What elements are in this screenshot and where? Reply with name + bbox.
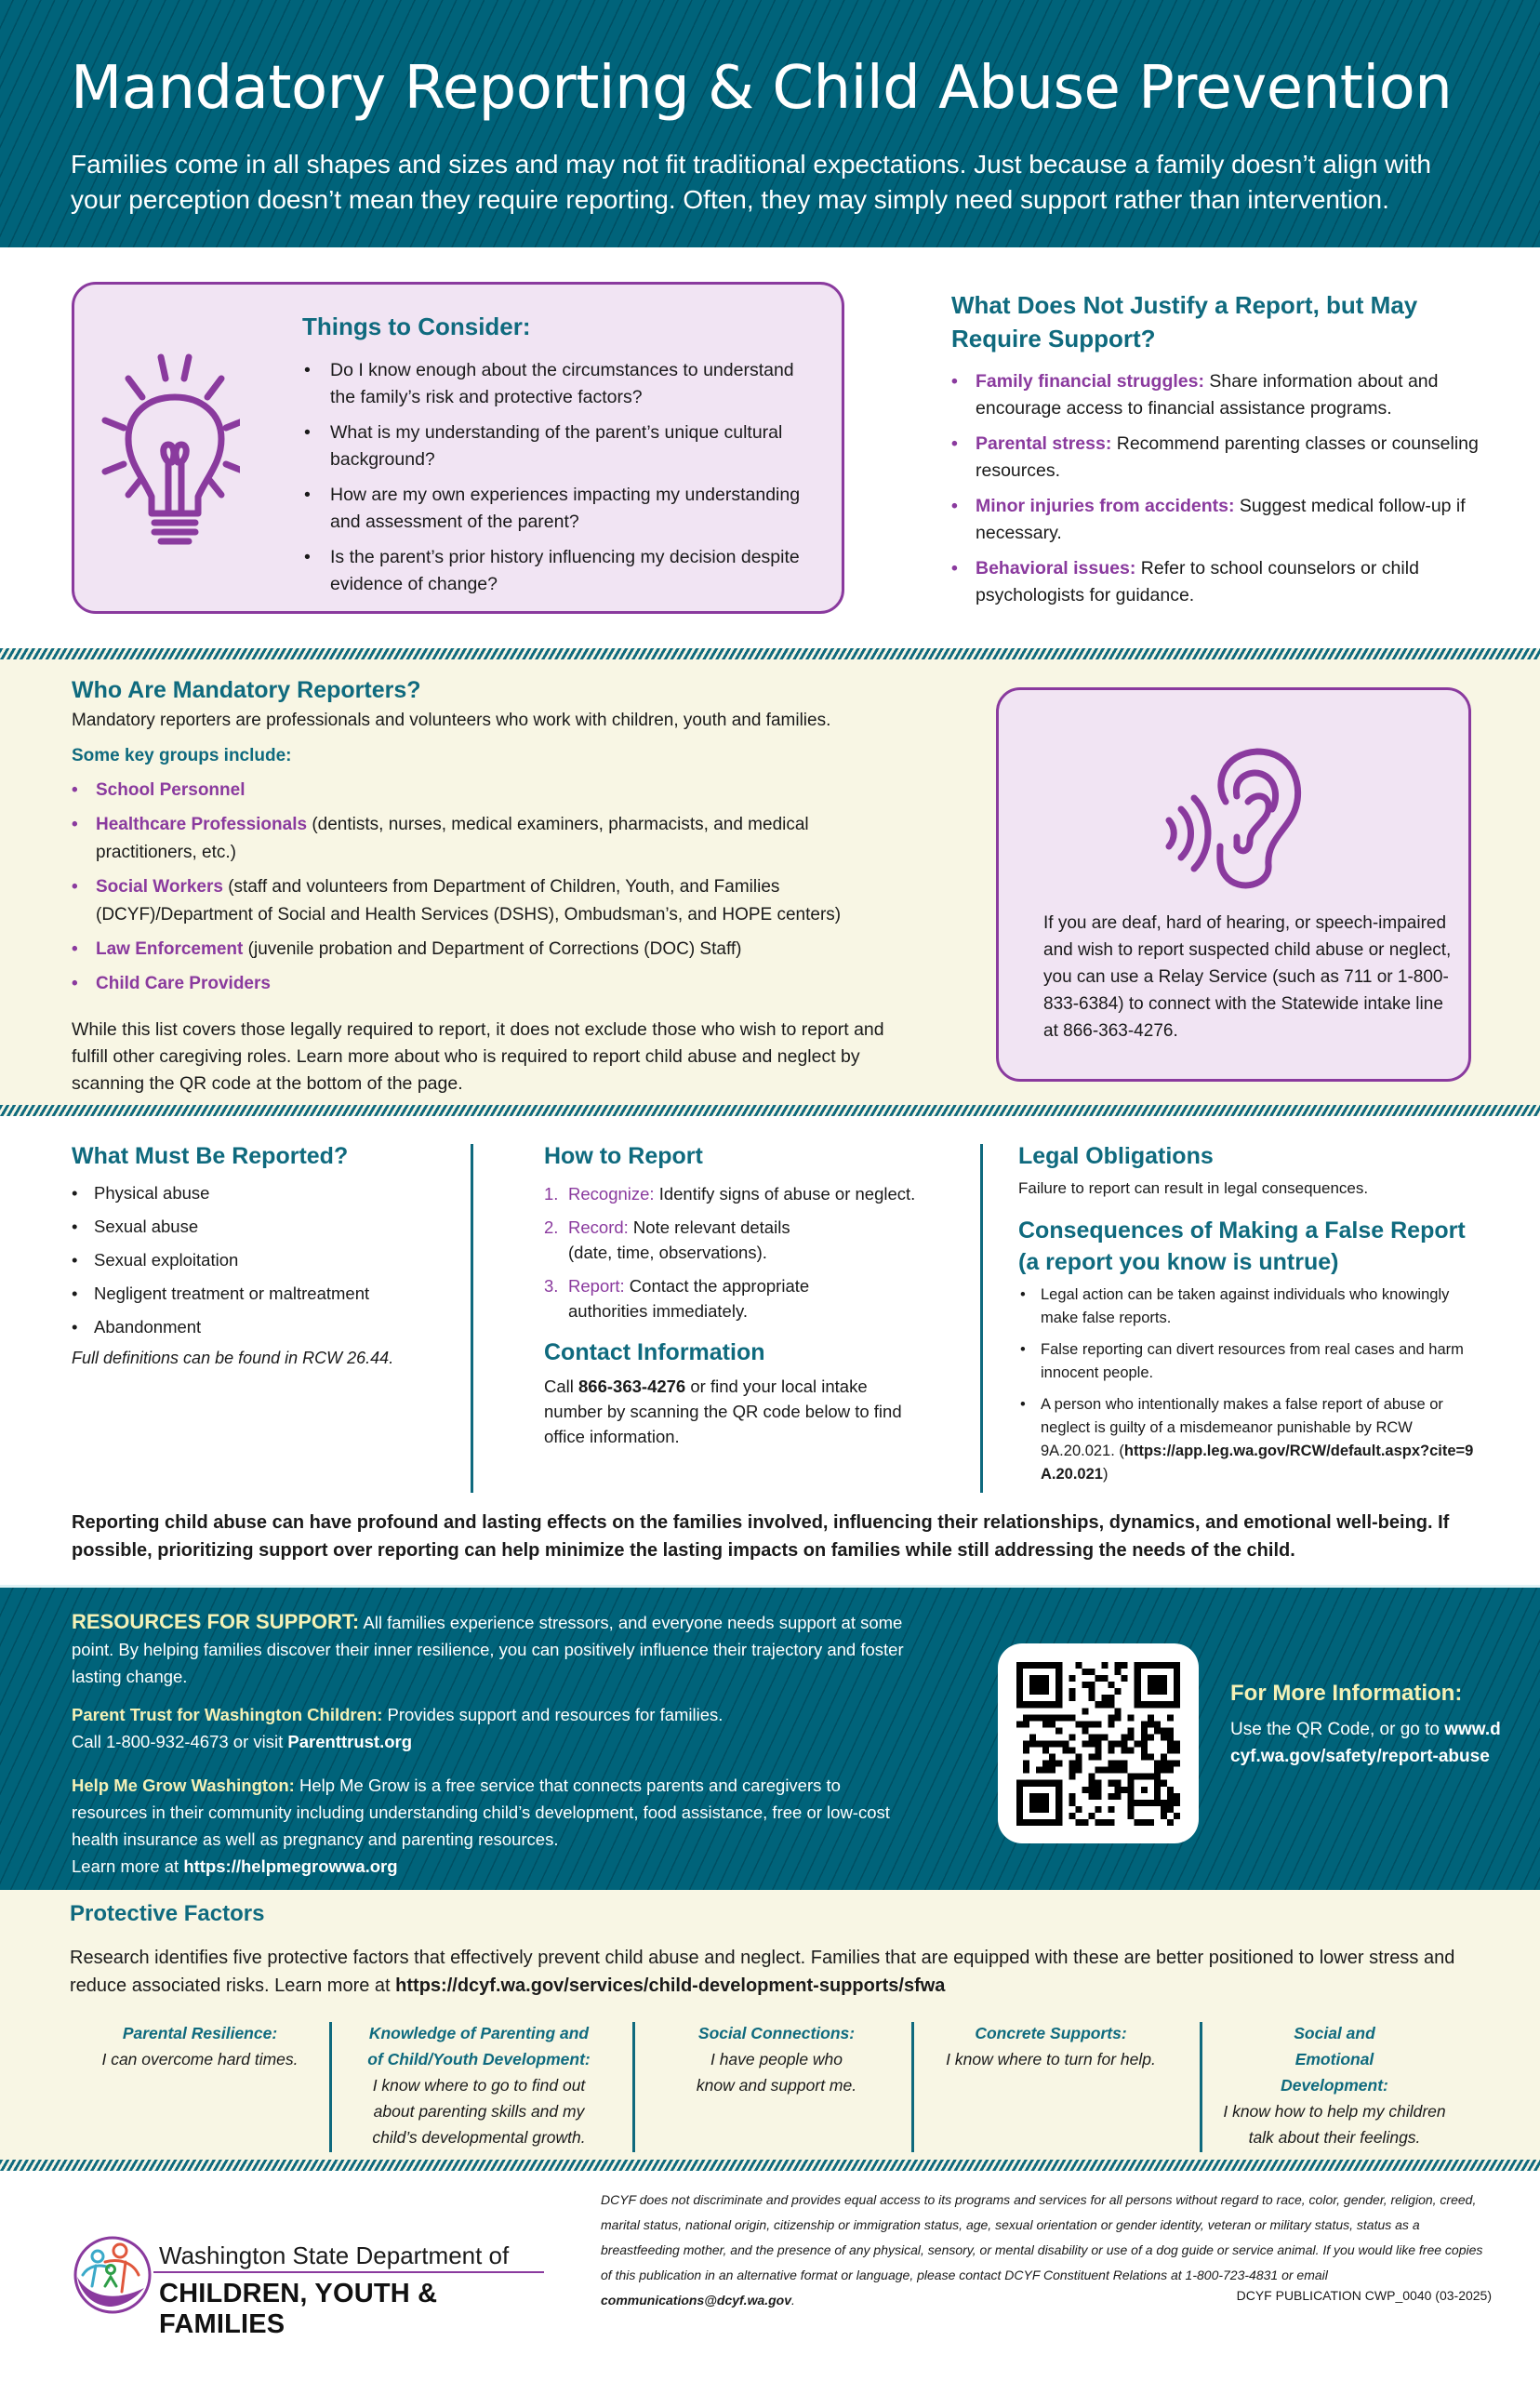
contact-text (544, 1374, 925, 1449)
hmg-link[interactable]: https://helpmegrowwa.org (183, 1856, 398, 1876)
dcyf-family-logo (72, 2234, 153, 2316)
consider-title: Things to Consider: (302, 313, 531, 340)
column-divider (980, 1144, 983, 1493)
consequences-title: Consequences of Making a False Report (a report you know is untrue) (1018, 1217, 1466, 1275)
logo-line1: Washington State Department of (159, 2241, 510, 2269)
how-to-report-section (544, 1140, 944, 1449)
resources-text (72, 1608, 909, 1891)
group-label: Child Care Providers (96, 974, 271, 993)
item-label: Parental stress: (976, 433, 1112, 454)
dcyf-logo (72, 2232, 555, 2339)
legal-obligations-section (1018, 1140, 1474, 1495)
must-report-title: What Must Be Reported? (72, 1143, 349, 1169)
parent-trust (72, 1701, 909, 1755)
factor-title: Concrete Supports: (975, 2024, 1127, 2042)
item-text: Refer to school counselors or child psychologists for guidance. (976, 558, 1419, 605)
item-label: Family financial struggles: (976, 371, 1204, 392)
lightbulb-icon (100, 346, 240, 551)
email-link[interactable]: communications@dcyf.wa.gov (601, 2293, 792, 2308)
group-label: Law Enforcement (96, 939, 244, 959)
list-item: • How are my own experiences impacting my understanding and assessment of the parent? (302, 482, 823, 536)
step-text: Identify signs of abuse or neglect. (654, 1184, 916, 1204)
logo-line2: CHILDREN, YOUTH & FAMILIES (159, 2279, 438, 2339)
no-report-title: What Does Not Justify a Report, but May Require Support? (951, 291, 1418, 352)
step-label: Report: (568, 1276, 625, 1296)
relay-service-box (996, 687, 1471, 1082)
rcw-link[interactable]: https://app.leg.wa.gov/RCW/default.aspx?cite=9A.20.021 (1041, 1443, 1474, 1483)
protective-intro (70, 1944, 1465, 2000)
item-text: Share information about and encourage access to financial assistance programs. (976, 371, 1439, 419)
impact-statement: Reporting child abuse can have profound and lasting effects on the families involved, influencing their relationships, dynamics, and emotional well-being. If possible, prioritizing support over reporting can help minimize the lasting impacts on families while still addressing the needs of the child. (72, 1512, 1450, 1561)
factor-divider (911, 2022, 914, 2152)
group-label: School Personnel (96, 780, 246, 800)
factor-social-connections (665, 2020, 888, 2098)
factor-text: I have people who know and support me. (696, 2050, 857, 2095)
step-label: Record: (568, 1217, 629, 1237)
step-item (544, 1273, 860, 1324)
logo-rule (153, 2271, 544, 2273)
list-item: • Do I know enough about the circumstances to understand the family’s risk and protective factors? (302, 357, 823, 411)
list-item (72, 777, 909, 805)
list-item (951, 431, 1491, 485)
column-divider (471, 1144, 473, 1493)
group-label: Social Workers (96, 877, 223, 897)
list-item (1018, 1393, 1474, 1486)
reporters-closing: While this list covers those legally required to report, it does not exclude those who wish to report and fulfill other caregiving roles. Learn more about who is required to report child abuse and neglect by scanning the QR code at the bottom of the page. (72, 1019, 884, 1094)
more-info-title: For More Information: (1230, 1681, 1463, 1706)
help-me-grow (72, 1772, 909, 1880)
item-text: Suggest medical follow-up if necessary. (976, 496, 1466, 543)
item-text: Recommend parenting classes or counseling resources. (976, 433, 1479, 481)
factor-knowledge-parenting (363, 2020, 595, 2150)
no-report-list (951, 368, 1491, 609)
disclaimer-text: DCYF does not discriminate and provides equal access to its programs and services for all persons without regard to race, color, gender, religion, creed, marital status, national origin, citizenship or immigration status, age, sexual orientation or gender identity, veteran or military status, status as a breastfeeding mother, and the presence of any physical, sensory, or mental disability or use of a dog guide or service animal. If you would like free copies of this publication in an alternative format or language, please contact DCYF Constituent Relations at 1-800-723-4831 or email (601, 2192, 1483, 2282)
item-label: Minor injuries from accidents: (976, 496, 1235, 516)
list-item: • What is my understanding of the parent’s unique cultural background? (302, 419, 823, 473)
step-text: Note relevant details (date, time, observations). (568, 1217, 790, 1262)
group-label: Healthcare Professionals (96, 815, 308, 834)
must-report-note: Full definitions can be found in RCW 26.44. (72, 1349, 394, 1367)
publication-number: DCYF PUBLICATION CWP_0040 (03-2025) (1236, 2288, 1492, 2303)
reporters-subtitle: Some key groups include: (72, 746, 292, 765)
factor-social-emotional (1218, 2020, 1451, 2150)
group-text: (staff and volunteers from Department of Children, Youth, and Families (DCYF)/Department of Social and Health Services (DSHS), Ombudsman’s, and HOPE centers) (96, 877, 842, 924)
parent-trust-text: Provides support and resources for families. (382, 1705, 724, 1724)
no-report-section (951, 288, 1491, 618)
more-info-pre: Use the QR Code, or go to (1230, 1720, 1445, 1739)
resources-section (0, 1585, 1540, 1890)
item-text: A person who intentionally makes a false report of abuse or neglect is guilty of a misdemeanor punishable by RCW 9A.20.021. ( (1041, 1396, 1443, 1459)
more-info-text (1230, 1716, 1509, 1770)
protective-intro-text: Research identifies five protective factors that effectively prevent child abuse and neglect. Families that are equipped with these are better positioned to lower stress and reduce associated risks. Learn more at (70, 1948, 1455, 1996)
step-text: Contact the appropriate authorities immediately. (568, 1276, 810, 1321)
reporters-title: Who Are Mandatory Reporters? (72, 677, 421, 703)
contact-pre: Call (544, 1377, 579, 1396)
factor-concrete-supports (935, 2020, 1167, 2072)
consequences-list (1018, 1284, 1474, 1486)
group-text: (dentists, nurses, medical examiners, pharmacists, and medical practitioners, etc.) (96, 815, 809, 862)
factor-title: Social Connections: (697, 2024, 856, 2042)
parent-trust-call: Call 1-800-932-4673 or visit (72, 1732, 288, 1751)
group-text: (juvenile probation and Department of Corrections (DOC) Staff) (243, 939, 742, 959)
hmg-learn: Learn more at (72, 1856, 184, 1876)
list-item (72, 873, 909, 929)
item-text: ) (1102, 1466, 1109, 1483)
things-to-consider-box (72, 282, 844, 614)
reporters-list (72, 777, 909, 998)
page-title: Mandatory Reporting & Child Abuse Prevention (71, 54, 1453, 123)
item-label: Behavioral issues: (976, 558, 1136, 579)
list-item: • Negligent treatment or maltreatment (72, 1282, 444, 1306)
list-item: • Sexual exploitation (72, 1248, 444, 1272)
parent-trust-link[interactable]: Parenttrust.org (287, 1732, 413, 1751)
how-to-steps (544, 1181, 944, 1324)
contact-title: Contact Information (544, 1339, 765, 1365)
list-item (951, 368, 1491, 422)
step-number: 2. (544, 1217, 559, 1237)
header-banner (0, 0, 1540, 247)
list-item (72, 970, 909, 998)
hatch-divider (0, 1105, 1540, 1116)
list-item: • Is the parent’s prior history influencing my decision despite evidence of change? (302, 544, 823, 598)
reporters-intro: Mandatory reporters are professionals and volunteers who work with children, youth and families. (72, 711, 831, 730)
factor-divider (329, 2022, 332, 2152)
factor-parental-resilience (88, 2020, 312, 2072)
mandatory-reporters-section (72, 677, 909, 1097)
hmg-text: Help Me Grow is a free service that connects parents and caregivers to resources in their community including understanding child’s development, food assistance, free or low-cost health insurance as well as pregnancy and parenting resources. (72, 1776, 890, 1849)
factor-title: Social and Emotional Development: (1281, 2024, 1388, 2095)
step-item (544, 1181, 944, 1206)
factor-text: I know where to go to find out about parenting skills and my child’s developmental growth. (372, 2076, 586, 2147)
list-item (72, 936, 909, 964)
step-label: Recognize: (568, 1184, 655, 1204)
protective-title: Protective Factors (70, 1901, 265, 1926)
legal-title: Legal Obligations (1018, 1143, 1214, 1169)
list-item: • False reporting can divert resources from real cases and harm innocent people. (1018, 1338, 1474, 1385)
factor-divider (1200, 2022, 1202, 2152)
consider-list (302, 357, 823, 606)
how-to-title: How to Report (544, 1143, 703, 1169)
disclaimer-end: . (791, 2293, 795, 2308)
list-item: • Sexual abuse (72, 1215, 444, 1239)
contact-post: or find your local intake number by scanning the QR code below to find office information. (544, 1377, 902, 1446)
contact-phone[interactable]: 866-363-4276 (578, 1377, 686, 1396)
qr-code-box[interactable] (998, 1643, 1199, 1843)
resources-intro-text: All families experience stressors, and everyone needs support at some point. By helping families discover their inner resilience, you can positively influence their trajectory and foster lasting change. (72, 1613, 904, 1686)
relay-text: If you are deaf, hard of hearing, or speech-impaired and wish to report suspected child abuse or neglect, you can use a Relay Service (such as 711 or 1-800-833-6384) to connect with the Statewide intake line at 866-363-4276. (1043, 913, 1452, 1041)
step-item (544, 1215, 804, 1265)
hmg-label: Help Me Grow Washington: (72, 1776, 295, 1795)
list-item (951, 555, 1491, 609)
what-must-be-reported-section (72, 1140, 444, 1368)
list-item: • Legal action can be taken against individuals who knowingly make false reports. (1018, 1284, 1474, 1330)
resources-intro (72, 1608, 909, 1690)
legal-text: Failure to report can result in legal consequences. (1018, 1179, 1369, 1197)
factor-divider (632, 2022, 635, 2152)
factor-text: I can overcome hard times. (101, 2050, 299, 2068)
factor-title: Knowledge of Parenting and of Child/Youth Development: (367, 2024, 591, 2068)
factor-text: I know where to turn for help. (946, 2050, 1156, 2068)
protective-link[interactable]: https://dcyf.wa.gov/services/child-development-supports/sfwa (395, 1975, 946, 1996)
resources-label: RESOURCES FOR SUPPORT: (72, 1610, 360, 1633)
list-item (951, 493, 1491, 547)
hatch-divider (0, 648, 1540, 659)
more-info (1230, 1681, 1509, 1770)
step-number: 1. (544, 1184, 559, 1204)
hatch-divider (0, 2160, 1540, 2171)
must-report-list (72, 1181, 444, 1339)
ear-hearing-icon (1155, 737, 1313, 895)
list-item: • Abandonment (72, 1315, 444, 1339)
list-item (72, 811, 909, 867)
factor-text: I know how to help my children talk about their feelings. (1223, 2102, 1446, 2147)
qr-code-icon[interactable] (1016, 1662, 1180, 1826)
more-info-link[interactable]: www.dcyf.wa.gov/safety/report-abuse (1230, 1720, 1501, 1766)
parent-trust-label: Parent Trust for Washington Children: (72, 1705, 383, 1724)
step-number: 3. (544, 1276, 559, 1296)
factor-title: Parental Resilience: (122, 2024, 278, 2042)
header-intro: Families come in all shapes and sizes and may not fit traditional expectations. Just because a family doesn’t align with your perception doesn’t mean they require reporting. Often, they may simply need support rather than intervention. (71, 150, 1431, 214)
list-item: • Physical abuse (72, 1181, 444, 1205)
